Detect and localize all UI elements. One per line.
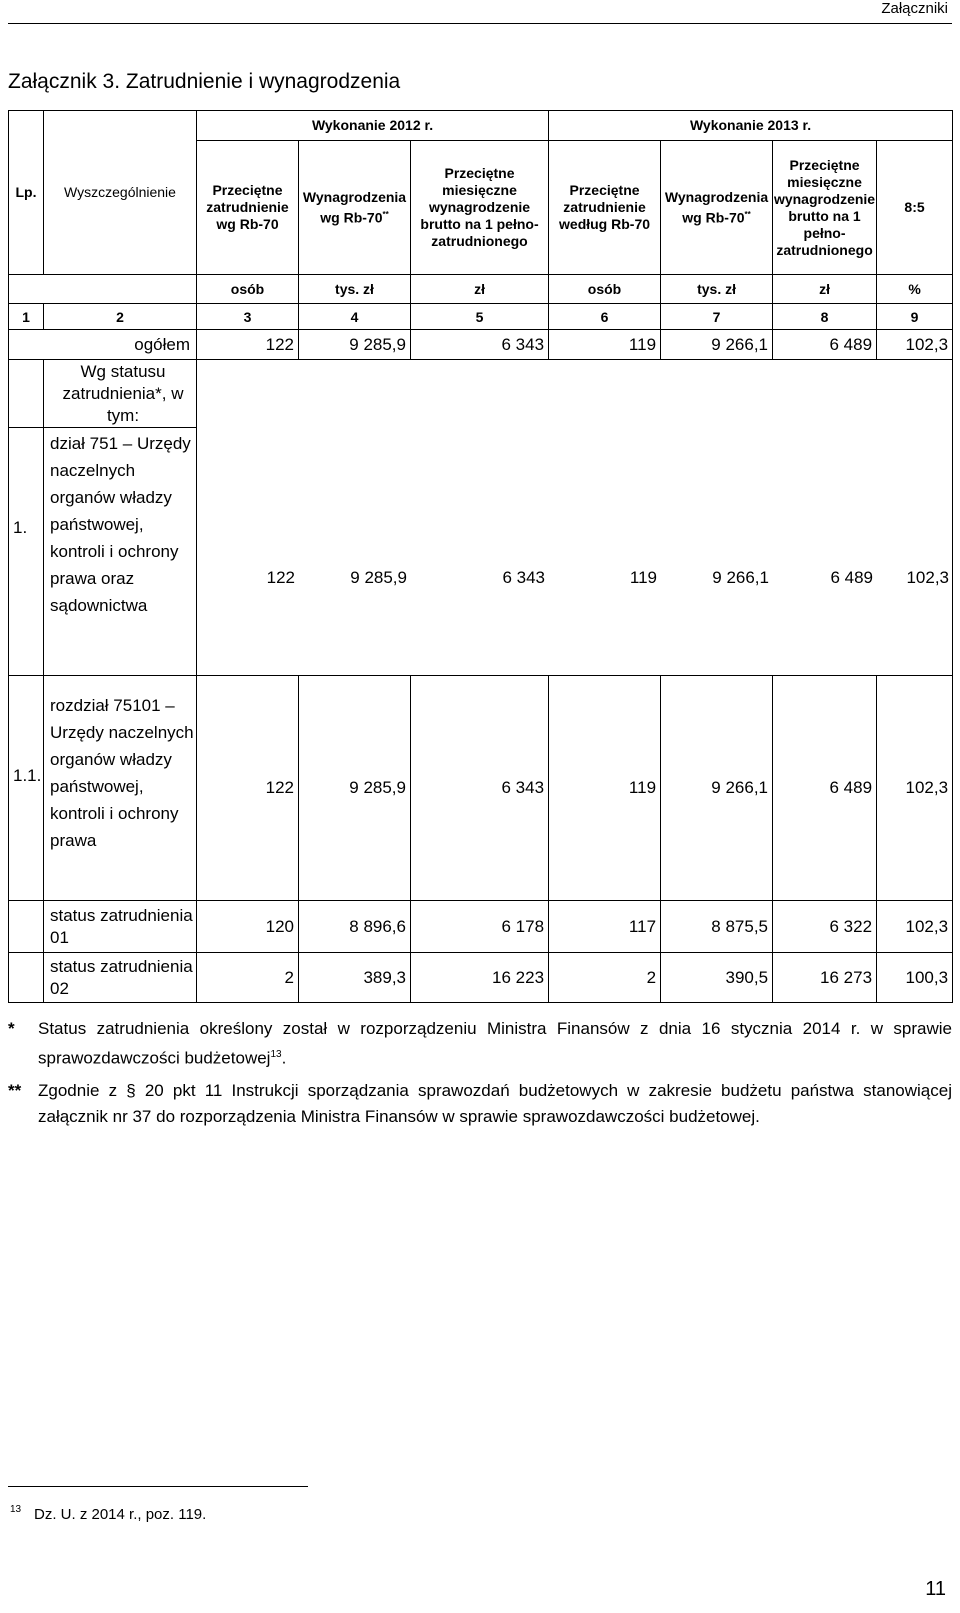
- page-number: 11: [925, 1578, 946, 1600]
- page-title: Załącznik 3. Zatrudnienie i wynagrodzenia: [8, 70, 401, 93]
- table-cell: 9 285,9: [299, 676, 411, 901]
- table-cell: 8 896,6: [299, 901, 411, 953]
- row-lp: [9, 953, 44, 1003]
- header-rule: [8, 23, 952, 24]
- row-label: Wg statusu zatrudnienia*, w tym:: [44, 360, 197, 428]
- table-cell: 6 178: [411, 901, 549, 953]
- table-cell: 8 875,5: [661, 901, 773, 953]
- header-col-7-text: Wynagrodzenia wg Rb-70: [664, 188, 769, 226]
- table-cell: 9 266,1: [661, 330, 773, 360]
- footnote-body: Status zatrudnienia określony został w rozporządzeniu Ministra Finansów z dnia 16 stycznia 2014 r. w sprawie sprawozdawczości budżetowej: [38, 1019, 952, 1068]
- table-cell: 119: [549, 676, 661, 901]
- table-cell: 9 285,9: [350, 567, 407, 587]
- header-col-4-text: Wynagrodzenia wg Rb-70: [302, 188, 407, 226]
- unit-cell: tys. zł: [661, 275, 773, 304]
- row-label: ogółem: [9, 330, 197, 360]
- row-label: status zatrudnienia 01: [44, 901, 197, 953]
- table-cell: 119: [629, 567, 657, 587]
- merged-value-area: [197, 360, 953, 676]
- row-lp: [9, 901, 44, 953]
- unit-cell: osób: [197, 275, 299, 304]
- table-cell: 6 322: [773, 901, 877, 953]
- column-number: 9: [877, 304, 953, 330]
- header-col-9: 8:5: [877, 141, 953, 275]
- table-cell: 6 343: [502, 567, 545, 587]
- table-cell: 2: [197, 953, 299, 1003]
- table-row: [9, 330, 953, 360]
- header-group-2012: Wykonanie 2012 r.: [197, 111, 549, 141]
- table-cell: 102,3: [877, 901, 953, 953]
- row-lp: [9, 360, 44, 428]
- row-label: dział 751 – Urzędy naczelnych organów władzy państwowej, kontroli i ochrony prawa oraz sądownictwa: [44, 428, 197, 676]
- table-row: [9, 360, 953, 428]
- table-cell: 100,3: [877, 953, 953, 1003]
- footnote-mark: **: [8, 1081, 22, 1100]
- column-number: 7: [661, 304, 773, 330]
- unit-cell: tys. zł: [299, 275, 411, 304]
- table-cell: 6 489: [773, 330, 877, 360]
- row-label: status zatrudnienia 02: [44, 953, 197, 1003]
- row-lp: 1.: [9, 428, 44, 676]
- header-group-2013: Wykonanie 2013 r.: [549, 111, 953, 141]
- row-values: [197, 568, 953, 588]
- table-cell: 122: [266, 567, 295, 587]
- row-lp: 1.1.: [9, 676, 44, 901]
- table-cell: 16 273: [773, 953, 877, 1003]
- footnote-ref-13: 13: [270, 1049, 282, 1060]
- table-cell: 9 266,1: [661, 676, 773, 901]
- row-label: rozdział 75101 – Urzędy naczelnych organów władzy państwowej, kontroli i ochrony prawa: [44, 676, 197, 901]
- column-number: 5: [411, 304, 549, 330]
- table-row: [9, 901, 953, 953]
- table-row: [9, 676, 953, 901]
- table-cell: 117: [549, 901, 661, 953]
- table-cell: 6 489: [830, 567, 873, 587]
- footnote-star: [8, 1016, 952, 1072]
- column-number: 8: [773, 304, 877, 330]
- header-col-7: [661, 141, 773, 275]
- table-cell: 102,3: [906, 567, 949, 587]
- employment-table: [8, 110, 953, 1003]
- table-row: [9, 953, 953, 1003]
- table-cell: 120: [197, 901, 299, 953]
- header-col-3: Przeciętne zatrudnienie wg Rb-70: [197, 141, 299, 275]
- footnote-13-text: Dz. U. z 2014 r., poz. 119.: [34, 1506, 207, 1523]
- footnote-text: Zgodnie z § 20 pkt 11 Instrukcji sporządzania sprawozdań budżetowych w zakresie budżetu państwa stanowiącej załącznik nr 37 do rozporządzenia Ministra Finansów w sprawie sprawozdawczości budżetowej.: [38, 1081, 952, 1126]
- footnote-13: [10, 1506, 206, 1523]
- units-spacer: [9, 275, 197, 304]
- table-cell: 6 343: [411, 676, 549, 901]
- header-col-5: Przeciętne miesięczne wynagrodzenie brutto na 1 pełno-zatrudnionego: [411, 141, 549, 275]
- table-cell: 390,5: [661, 953, 773, 1003]
- unit-cell: zł: [411, 275, 549, 304]
- footnote-double-star: [8, 1078, 952, 1130]
- table-cell: 9 266,1: [712, 567, 769, 587]
- header-lp: Lp.: [9, 111, 44, 275]
- column-number: 6: [549, 304, 661, 330]
- column-number: 3: [197, 304, 299, 330]
- footnote-rule: [8, 1486, 308, 1487]
- running-header: Załączniki: [881, 0, 948, 17]
- column-number: 2: [44, 304, 197, 330]
- table-cell: 102,3: [877, 330, 953, 360]
- footnote-ref-double-star: **: [744, 209, 751, 219]
- table-cell: 389,3: [299, 953, 411, 1003]
- footnote-mark: *: [8, 1019, 15, 1038]
- unit-cell: zł: [773, 275, 877, 304]
- table-cell: 2: [549, 953, 661, 1003]
- table-cell: 16 223: [411, 953, 549, 1003]
- table-cell: 9 285,9: [299, 330, 411, 360]
- table-cell: 122: [197, 676, 299, 901]
- table-cell: 6 343: [411, 330, 549, 360]
- column-number: 1: [9, 304, 44, 330]
- table-cell: 6 489: [773, 676, 877, 901]
- table-cell: 102,3: [877, 676, 953, 901]
- column-number: 4: [299, 304, 411, 330]
- footnote-tail: .: [281, 1048, 287, 1068]
- table-cell: 122: [197, 330, 299, 360]
- table-cell: 119: [549, 330, 661, 360]
- unit-cell: %: [877, 275, 953, 304]
- unit-cell: osób: [549, 275, 661, 304]
- footnote-text: [38, 1016, 952, 1072]
- header-wyszczegolnienie: Wyszczególnienie: [44, 111, 197, 275]
- header-col-8: Przeciętne miesięczne wynagrodzenie brutto na 1 pełno-zatrudnionego: [773, 141, 877, 275]
- header-col-6: Przeciętne zatrudnienie według Rb-70: [549, 141, 661, 275]
- footnote-ref-double-star: **: [382, 209, 389, 219]
- header-col-4: [299, 141, 411, 275]
- footnote-13-number: 13: [10, 1504, 22, 1515]
